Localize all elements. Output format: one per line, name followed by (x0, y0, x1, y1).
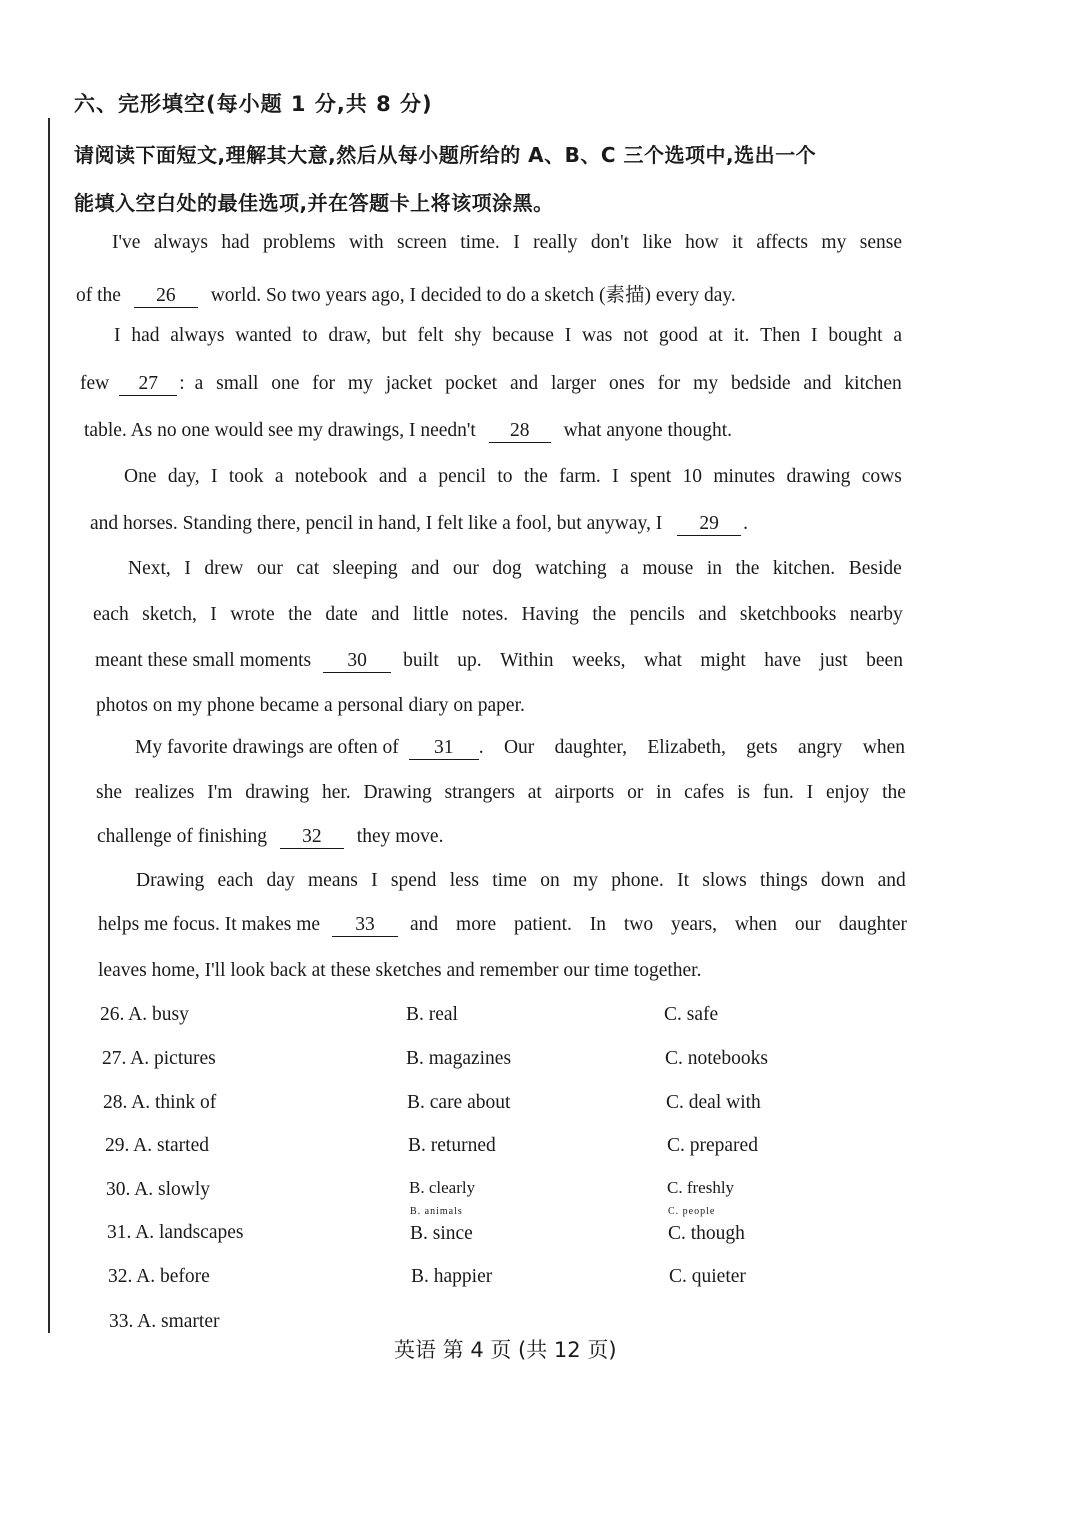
passage-word: it. (733, 325, 750, 346)
passage-word: like (642, 232, 672, 253)
passage-word: but (381, 325, 407, 346)
passage-word: I (806, 782, 814, 803)
passage-word: I've (112, 232, 141, 253)
passage-word: affects (756, 232, 808, 253)
passage-text: they move. (356, 826, 444, 847)
passage-word: Drawing (363, 782, 432, 803)
passage-line (98, 914, 907, 937)
passage-word: have (764, 650, 802, 671)
option-29-a: 29. A. started (105, 1135, 209, 1156)
passage-line (97, 826, 443, 849)
passage-word: dog (492, 558, 522, 579)
passage-word: how (685, 232, 719, 253)
option-31-c: C. though (668, 1223, 745, 1244)
passage-word: cows (861, 466, 902, 487)
passage-word: phone. (611, 870, 664, 891)
blank-32[interactable]: 32 (280, 827, 344, 849)
passage-word: notes. (462, 604, 509, 625)
passage-text: and horses. Standing there, pencil in hand, I felt like a fool, but anyway, I (90, 513, 663, 534)
passage-word: bedside (730, 373, 791, 394)
passage-word: sketch, (142, 604, 197, 625)
option-32-c: C. quieter (669, 1266, 746, 1287)
passage-word: two (623, 914, 654, 935)
passage-word: a (194, 373, 204, 394)
passage-word: mouse (642, 558, 694, 579)
passage-word: I (210, 466, 218, 487)
passage-word: small (216, 373, 259, 394)
option-26-c: C. safe (664, 1004, 719, 1025)
passage-word: don't (590, 232, 630, 253)
passage-word: kitchen. (772, 558, 836, 579)
passage-text (410, 914, 907, 936)
passage-word: strangers (444, 782, 515, 803)
passage-word: wanted (235, 325, 292, 346)
option-31-b: B. since (410, 1223, 473, 1244)
passage-word: sleeping (332, 558, 398, 579)
passage-word: day (266, 870, 295, 891)
option-28-a: 28. A. think of (103, 1092, 217, 1113)
passage-text (403, 650, 903, 672)
passage-text: what anyone thought. (563, 420, 732, 441)
passage-word: and (509, 373, 539, 394)
passage-word: Within (500, 650, 554, 671)
passage-word: It (677, 870, 689, 891)
passage-word: pencil (438, 466, 487, 487)
blank-27[interactable]: 27 (119, 374, 177, 396)
passage-word: a (274, 466, 284, 487)
passage-word: I (564, 325, 572, 346)
passage-text: few (80, 373, 110, 394)
passage-word: one (271, 373, 300, 394)
passage-word: not (623, 325, 649, 346)
passage-word: more (456, 914, 497, 935)
passage-line (112, 232, 902, 254)
passage-word: and (410, 914, 439, 935)
option-32-b: B. happier (411, 1266, 493, 1287)
passage-word: and (378, 466, 407, 487)
passage-text (195, 373, 902, 395)
passage-word: day, (167, 466, 200, 487)
passage-text: of the (76, 285, 121, 306)
passage-word: cat (296, 558, 320, 579)
page-margin-line (48, 118, 50, 1333)
overlap-option-b: B. animals (410, 1206, 463, 1217)
passage-word: I (184, 558, 191, 579)
option-33-a: 33. A. smarter (109, 1311, 220, 1332)
passage-word: good (658, 325, 698, 346)
option-26-a: 26. A. busy (100, 1004, 189, 1025)
passage-word: Having (521, 604, 579, 625)
passage-word: I'm (207, 782, 233, 803)
passage-line (90, 513, 748, 536)
passage-word: her. (321, 782, 351, 803)
passage-line (80, 373, 902, 396)
passage-word: in (706, 558, 722, 579)
passage-word: kitchen (844, 373, 902, 394)
passage-word: sense (859, 232, 902, 253)
passage-word: to (302, 325, 318, 346)
overlap-option-c: C. people (668, 1206, 716, 1217)
passage-word: in (656, 782, 672, 803)
passage-word: and (803, 373, 832, 394)
instruction-line-2: 能填入空白处的最佳选项,并在答题卡上将该项涂黑。 (74, 191, 554, 215)
passage-text: My favorite drawings are often of (135, 737, 399, 758)
passage-line (93, 604, 903, 626)
passage-word: a (620, 558, 629, 579)
passage-word: our (452, 558, 479, 579)
passage-word: for (312, 373, 336, 394)
passage-line (136, 870, 906, 892)
option-30-c: C. freshly (667, 1178, 735, 1197)
blank-31[interactable]: 31 (409, 738, 479, 760)
passage-word: weeks, (571, 650, 626, 671)
passage-word: each (93, 604, 129, 625)
passage-word: I (513, 232, 520, 253)
passage-word: really (533, 232, 578, 253)
option-31-a: 31. A. landscapes (107, 1222, 244, 1243)
passage-word: jacket (385, 373, 433, 394)
passage-word: had (131, 325, 160, 346)
passage-word: One (124, 466, 157, 487)
blank-28[interactable]: 28 (489, 421, 551, 443)
passage-line (95, 650, 903, 673)
passage-word: less (449, 870, 479, 891)
option-28-b: B. care about (407, 1092, 511, 1113)
passage-word: been (866, 650, 903, 671)
passage-word: up. (457, 650, 482, 671)
passage-line: leaves home, I'll look back at these sketches and remember our time together. (98, 960, 702, 981)
passage-text: . Our daughter, Elizabeth, gets angry when (478, 737, 905, 758)
passage-word: Beside (848, 558, 902, 579)
passage-word: sketchbooks (739, 604, 837, 625)
passage-word: In (589, 914, 606, 935)
passage-word: drawing (245, 782, 310, 803)
passage-word: she (96, 782, 122, 803)
passage-word: fun. (762, 782, 794, 803)
blank-29[interactable]: 29 (677, 514, 741, 536)
passage-word: draw, (328, 325, 371, 346)
passage-word: our (794, 914, 821, 935)
passage-word: on (540, 870, 560, 891)
passage-text: : (179, 373, 185, 394)
passage-word: with (348, 232, 384, 253)
passage-text: helps me focus. It makes me (98, 914, 321, 935)
passage-word: at (708, 325, 723, 346)
passage-word: date (325, 604, 358, 625)
passage-word: Then (760, 325, 801, 346)
passage-word: what (643, 650, 682, 671)
passage-word: Drawing (136, 870, 205, 891)
passage-word: little (412, 604, 449, 625)
passage-word: the (882, 782, 906, 803)
passage-word: I (371, 870, 378, 891)
option-29-c: C. prepared (667, 1135, 758, 1156)
passage-word: a (418, 466, 427, 487)
passage-line (128, 558, 902, 580)
passage-word: my (573, 870, 598, 891)
instruction-text-1: 请阅读下面短文,理解其大意,然后从每小题所给的 A、B、C 三个选项中,选出一个 (74, 143, 817, 167)
passage-word: it (732, 232, 743, 253)
passage-word: larger (550, 373, 597, 394)
passage-word: I (114, 325, 121, 346)
passage-word: slows (702, 870, 747, 891)
option-26-b: B. real (406, 1004, 458, 1025)
passage-word: the (288, 604, 312, 625)
passage-word: had (221, 232, 250, 253)
passage-word: always (170, 325, 225, 346)
passage-word: to (497, 466, 513, 487)
passage-word: my (347, 373, 373, 394)
passage-word: watching (535, 558, 607, 579)
passage-word: my (693, 373, 719, 394)
passage-word: realizes (134, 782, 195, 803)
passage-word: airports (554, 782, 615, 803)
passage-word: I (612, 466, 619, 487)
passage-word: problems (262, 232, 336, 253)
passage-text: . (743, 513, 748, 534)
passage-word: and (411, 558, 440, 579)
passage-word: enjoy (825, 782, 870, 803)
passage-word: spend (390, 870, 437, 891)
passage-line (84, 420, 732, 443)
passage-line (135, 737, 905, 760)
passage-word: daughter (838, 914, 907, 935)
passage-word: bought (828, 325, 883, 346)
option-28-c: C. deal with (666, 1092, 761, 1113)
passage-line (96, 782, 906, 804)
passage-word: shy (454, 325, 482, 346)
passage-word: notebook (294, 466, 368, 487)
passage-word: screen (397, 232, 447, 253)
passage-word: the (735, 558, 760, 579)
passage-word: Next, (128, 558, 171, 579)
passage-word: built (403, 650, 439, 671)
passage-line: photos on my phone became a personal diary on paper. (96, 695, 525, 716)
passage-word: I (210, 604, 217, 625)
passage-word: spent (630, 466, 672, 487)
passage-word: nearby (849, 604, 903, 625)
passage-text: world. So two years ago, I decided to do a sketch (素描) every day. (210, 285, 736, 306)
passage-word: I (811, 325, 818, 346)
passage-text: table. As no one would see my drawings, I needn't (84, 420, 476, 441)
passage-word: and (371, 604, 400, 625)
passage-word: when (734, 914, 778, 935)
passage-word: was (582, 325, 613, 346)
passage-word: drawing (786, 466, 851, 487)
option-29-b: B. returned (408, 1135, 496, 1156)
passage-word: years, (670, 914, 717, 935)
passage-word: just (819, 650, 848, 671)
passage-word: at (527, 782, 542, 803)
passage-word: means (308, 870, 358, 891)
passage-line (124, 466, 902, 488)
section-heading: 六、完形填空(每小题 1 分,共 8 分) (74, 92, 433, 116)
passage-word: our (256, 558, 283, 579)
passage-word: the (523, 466, 548, 487)
passage-word: time. (460, 232, 500, 253)
passage-word: things (760, 870, 808, 891)
instruction-line-1 (74, 139, 904, 168)
passage-word: pencils (629, 604, 685, 625)
passage-word: felt (417, 325, 444, 346)
passage-word: drew (204, 558, 244, 579)
passage-word: or (627, 782, 644, 803)
passage-word: wrote (230, 604, 275, 625)
passage-word: patient. (513, 914, 572, 935)
blank-30[interactable]: 30 (323, 651, 391, 673)
passage-line (114, 325, 902, 347)
passage-word: because (492, 325, 554, 346)
passage-word: and (698, 604, 727, 625)
passage-word: down (821, 870, 865, 891)
passage-word: the (592, 604, 617, 625)
passage-word: each (217, 870, 254, 891)
blank-26[interactable]: 26 (134, 286, 198, 308)
passage-word: minutes (713, 466, 776, 487)
passage-word: always (153, 232, 208, 253)
blank-33[interactable]: 33 (332, 915, 398, 937)
option-27-b: B. magazines (406, 1048, 512, 1069)
passage-word: ones (608, 373, 645, 394)
passage-word: might (700, 650, 746, 671)
passage-word: took (228, 466, 264, 487)
passage-word: cafes (684, 782, 725, 803)
passage-word: 10 (682, 466, 703, 487)
option-30-a: 30. A. slowly (106, 1179, 211, 1200)
passage-word: is (737, 782, 751, 803)
passage-text: meant these small moments (95, 650, 312, 671)
passage-word: my (821, 232, 847, 253)
passage-text: challenge of finishing (97, 826, 268, 847)
passage-word: time (492, 870, 527, 891)
passage-line (76, 279, 736, 308)
option-32-a: 32. A. before (108, 1266, 210, 1287)
passage-word: pocket (445, 373, 498, 394)
passage-word: for (657, 373, 681, 394)
passage-word: and (877, 870, 906, 891)
option-27-a: 27. A. pictures (102, 1048, 216, 1069)
option-30-b: B. clearly (409, 1178, 476, 1197)
passage-word: a (893, 325, 902, 346)
option-27-c: C. notebooks (665, 1048, 768, 1069)
page-footer: 英语 第 4 页 (共 12 页) (394, 1338, 617, 1362)
passage-word: farm. (559, 466, 601, 487)
